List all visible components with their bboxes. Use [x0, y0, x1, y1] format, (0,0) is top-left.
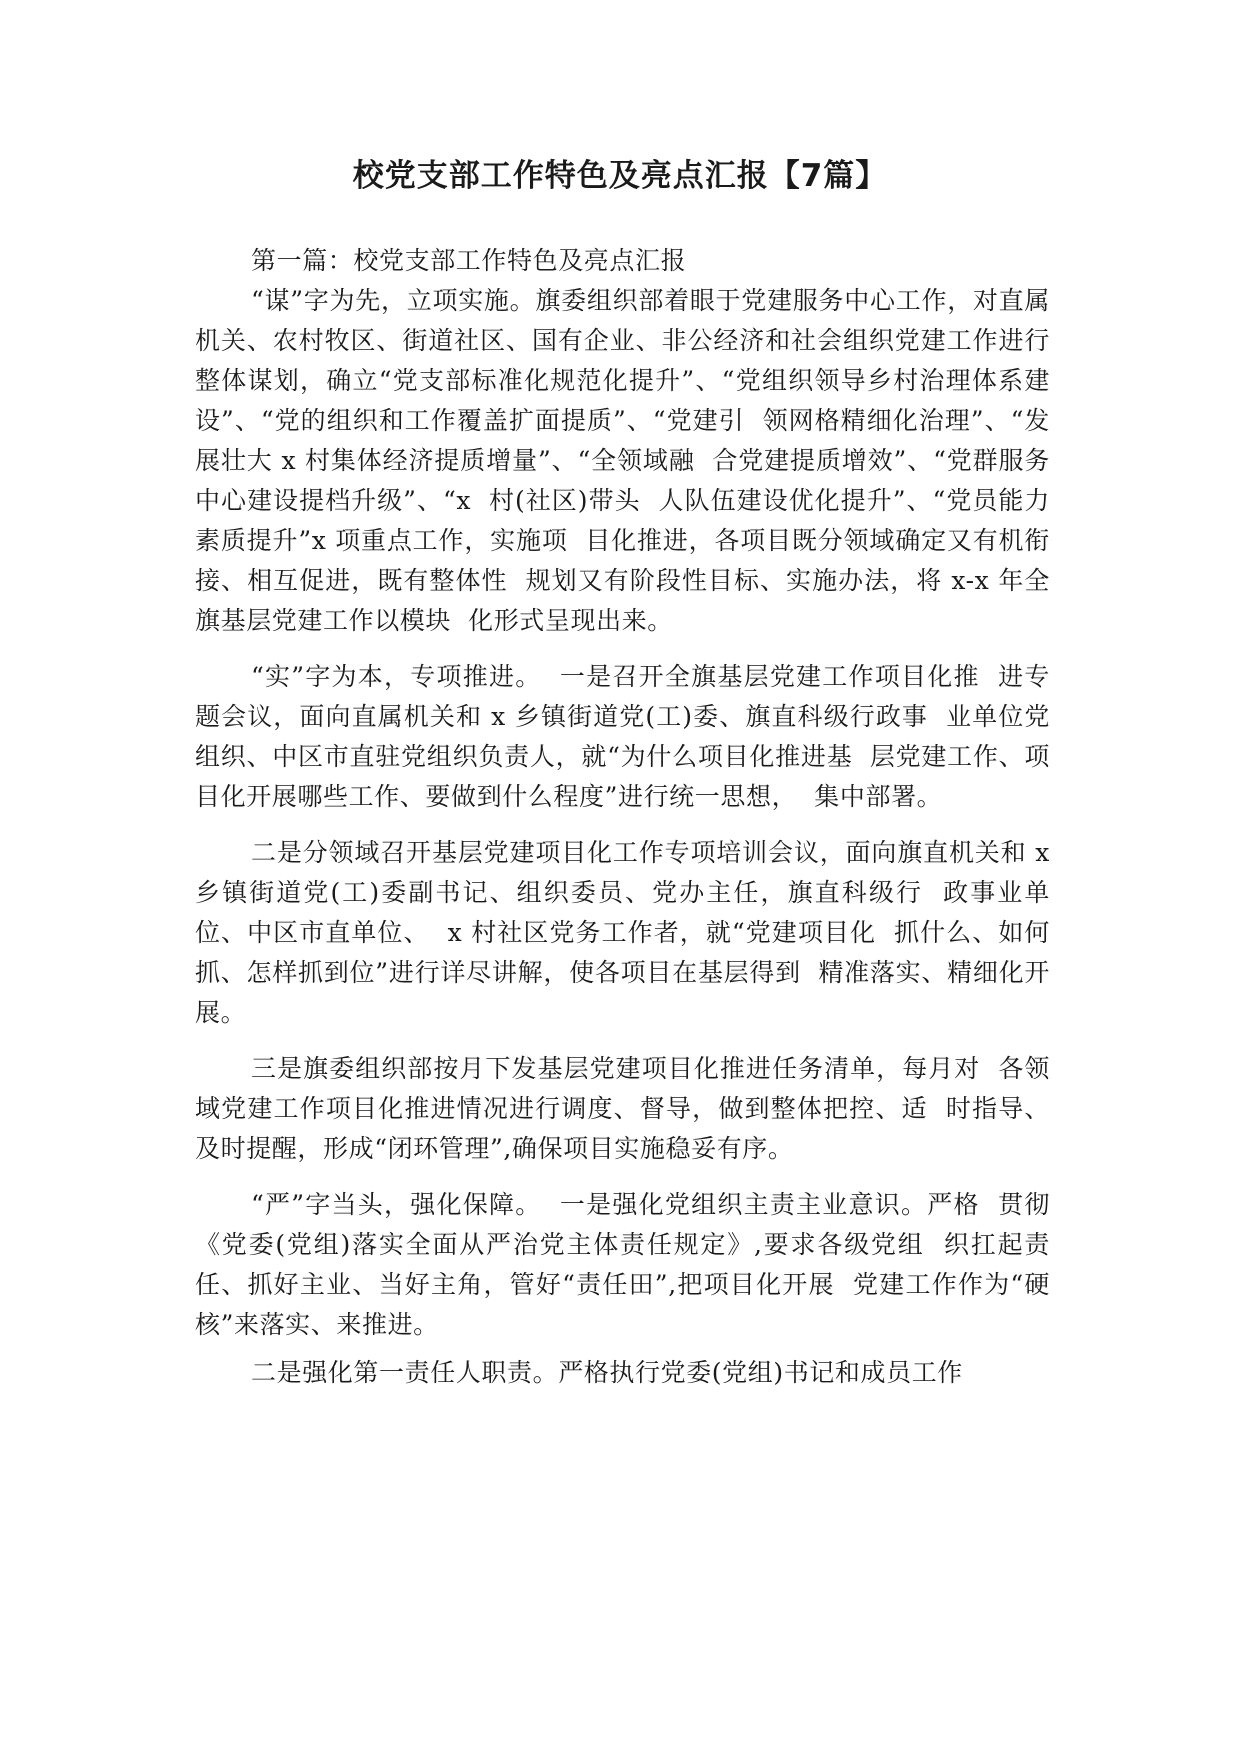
document-title: 校党支部工作特色及亮点汇报【7篇】 — [352, 158, 888, 194]
paragraph-training: 二是分领域召开基层党建项目化工作专项培训会议，面向旗直机关和 x 乡镇街道党(工)委副书记、组织委员、党办主任，旗直科级行 政事业单位、中区市直单位、 x 村社区党务工作者，就“党建项目化 抓什么、如何抓、怎样抓到位”进行详尽讲解，使各项目在基层得到 精准落实、精细化开展。 — [195, 838, 1068, 1027]
paragraph-mou: “谋”字为先，立项实施。旗委组织部着眼于党建服务中心工作，对直属机关、农村牧区、街道社区、国有企业、非公经济和社会组织党建工作进行整体谋划，确立“党支部标准化规范化提升”、“党组织领导乡村治理体系建设”、“党的组织和工作覆盖扩面提质”、“党建引 领网格精细化治理”、“发展壮大 x 村集体经济提质增量”、“全领域融 合党建提质增效”、“党群服务中心建设提档升级”、“x 村(社区)带头 人队伍建设优化提升”、“党员能力素质提升”x 项重点工作，实施项 目化推进，各项目既分领域确定又有机衔接、相互促进，既有整体性 规划又有阶段性目标、实施办法，将 x-x 年全旗基层党建工作以模块 化形式呈现出来。 — [195, 286, 1050, 635]
paragraph-yan: “严”字当头，强化保障。 一是强化党组织主责主业意识。严格 贯彻《党委(党组)落实全面从严治党主体责任规定》,要求各级党组 织扛起责任、抓好主业、当好主角，管好“责任田”,把项目化开展 党建工作作为“硬核”来落实、来推进。 — [195, 1190, 1050, 1339]
paragraph-shi: “实”字为本，专项推进。 一是召开全旗基层党建工作项目化推 进专题会议，面向直属机关和 x 乡镇街道党(工)委、旗直科级行政事 业单位党组织、中区市直驻党组织负责人，就“为什么项目化推进基 层党建工作、项目化开展哪些工作、要做到什么程度”进行统一思想， 集中部署。 — [195, 662, 1050, 811]
paragraph-first-responsible: 二是强化第一责任人职责。严格执行党委(党组)书记和成员工作 — [251, 1358, 963, 1387]
section-heading: 第一篇：校党支部工作特色及亮点汇报 — [251, 246, 687, 275]
paragraph-task-list: 三是旗委组织部按月下发基层党建项目化推进任务清单，每月对 各领域党建工作项目化推进情况进行调度、督导，做到整体把控、适 时指导、及时提醒，形成“闭环管理”,确保项目实施稳妥有序。 — [195, 1054, 1050, 1163]
document-body — [195, 241, 1068, 1393]
